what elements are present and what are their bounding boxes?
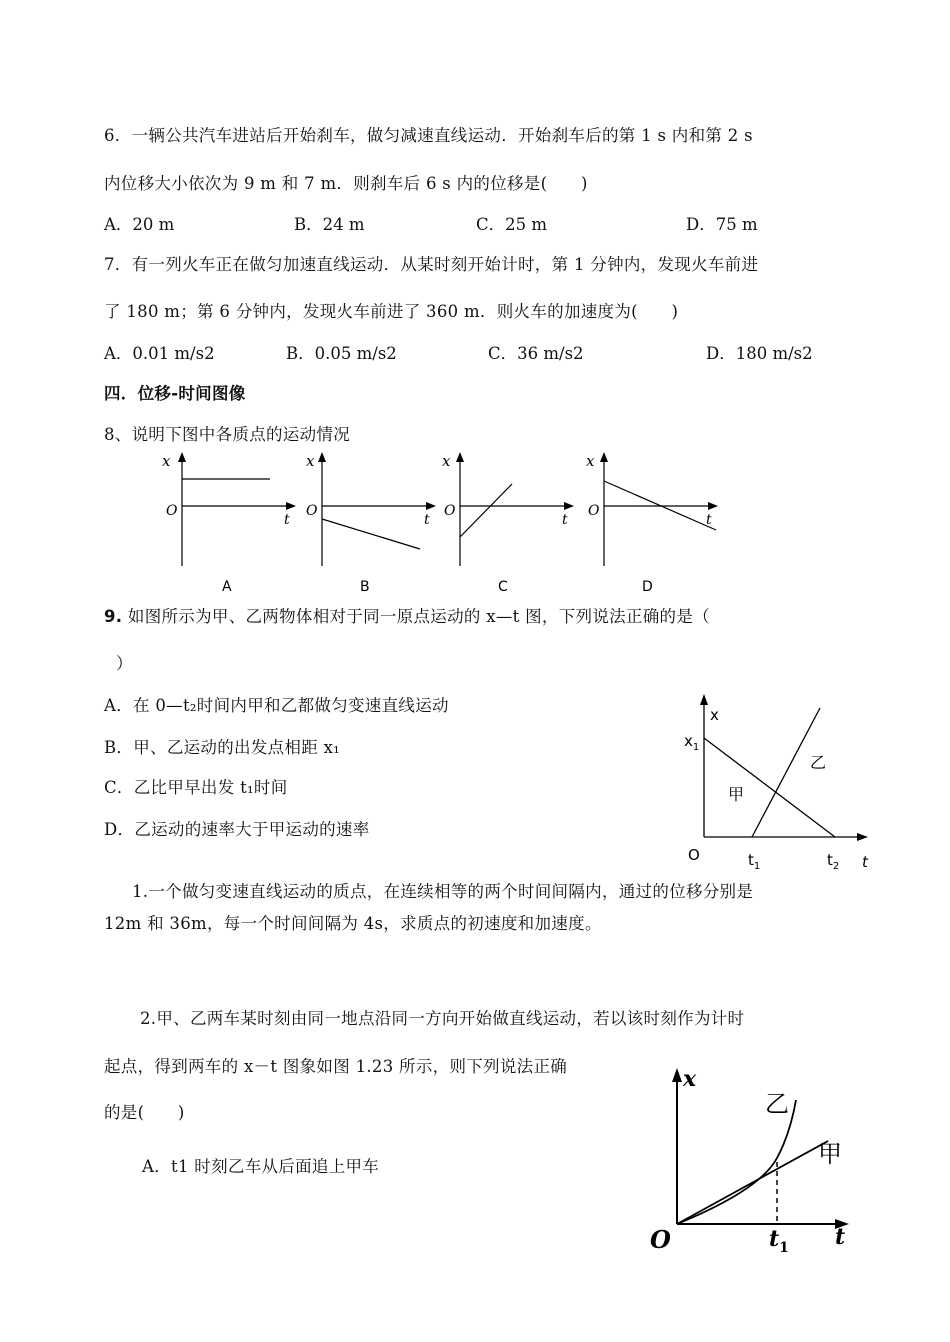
- q8-text: 8、说明下图中各质点的运动情况: [104, 425, 350, 444]
- q8-c-x-label: t: [562, 512, 568, 528]
- q8-d-origin: O: [588, 503, 600, 519]
- q7-option-c: C．36 m/s2: [488, 344, 584, 363]
- p1-line1: 1.一个做匀变速直线运动的质点，在连续相等的两个时间间隔内，通过的位移分别是: [132, 882, 754, 901]
- q8-a-caption: A: [222, 579, 232, 595]
- q9-x1-label: [684, 732, 699, 753]
- q9-t1-text: t: [748, 851, 754, 869]
- section-title: 四．位移-时间图像: [104, 384, 246, 403]
- q9-stem-close: ）: [116, 654, 133, 673]
- q8-a-x-label: t: [284, 512, 290, 528]
- q8-c-y-label: x: [442, 452, 451, 470]
- q9-x1-sub: 1: [692, 742, 700, 753]
- p2-t1-label: [769, 1226, 789, 1256]
- q9-option-d: D．乙运动的速率大于甲运动的速率: [104, 820, 370, 839]
- q8-d-x-label: t: [706, 512, 712, 528]
- q8-c-origin: O: [444, 503, 456, 519]
- q6-line2: 内位移大小依次为 9 m 和 7 m．则刹车后 6 s 内的位移是( ): [104, 174, 588, 193]
- q9-option-c: C．乙比甲早出发 t₁时间: [104, 778, 288, 797]
- q9-t2-sub: 2: [832, 861, 840, 872]
- q9-jia-label: 甲: [728, 785, 745, 804]
- p2-yi-label: 乙: [765, 1090, 789, 1118]
- q7-line1: 7．有一列火车正在做匀加速直线运动．从某时刻开始计时，第 1 分钟内，发现火车前进: [104, 255, 759, 274]
- p2-line3: 的是( ): [104, 1103, 185, 1122]
- p2-t1-text: t: [769, 1226, 780, 1252]
- q8-graph-c: [428, 448, 578, 598]
- q8-graph-d: [572, 448, 722, 598]
- q8-d-caption: D: [642, 579, 653, 595]
- q6-line1: 6．一辆公共汽车进站后开始刹车，做匀减速直线运动．开始刹车后的第 1 s 内和第 2 s: [104, 126, 753, 145]
- q9-t2-label: [827, 851, 839, 872]
- q8-b-y-label: x: [306, 452, 315, 470]
- q8-graph-b: [290, 448, 440, 598]
- p2-graph: [645, 1062, 855, 1262]
- q8-a-y-label: x: [162, 452, 171, 470]
- q9-stem-text: 如图所示为甲、乙两物体相对于同一原点运动的 x—t 图，下列说法正确的是（: [122, 607, 710, 626]
- q9-t-label: t: [862, 853, 868, 871]
- q9-y-label: x: [710, 706, 719, 724]
- p2-y-label: x: [683, 1066, 697, 1092]
- q9-t1-sub: 1: [753, 861, 761, 872]
- q9-stem: [104, 603, 710, 627]
- p2-t-label: t: [835, 1224, 846, 1250]
- q6-option-a: A．20 m: [104, 215, 175, 234]
- p2-jia-label: 甲: [818, 1140, 842, 1168]
- q7-line2: 了 180 m；第 6 分钟内，发现火车前进了 360 m．则火车的加速度为( ): [104, 302, 679, 321]
- q6-option-c: C．25 m: [476, 215, 548, 234]
- p1-line2: 12m 和 36m，每一个时间间隔为 4s，求质点的初速度和加速度。: [104, 914, 602, 933]
- p2-option-a: A．t1 时刻乙车从后面追上甲车: [142, 1157, 380, 1176]
- q9-x1-text: x: [684, 732, 693, 750]
- q8-b-x-label: t: [424, 512, 430, 528]
- p2-line2: 起点，得到两车的 x－t 图象如图 1.23 所示，则下列说法正确: [104, 1057, 568, 1076]
- q8-b-caption: B: [360, 579, 370, 595]
- q8-graph-a: [150, 448, 300, 598]
- q9-t1-label: [748, 851, 760, 872]
- p2-line1: 2.甲、乙两车某时刻由同一地点沿同一方向开始做直线运动，若以该时刻作为计时: [140, 1009, 745, 1028]
- q9-option-a: A．在 0—t₂时间内甲和乙都做匀变速直线运动: [104, 696, 449, 715]
- p2-t1-sub: 1: [779, 1240, 789, 1256]
- p2-origin: O: [650, 1225, 671, 1254]
- q9-option-b: B．甲、乙运动的出发点相距 x₁: [104, 738, 341, 757]
- q8-b-origin: O: [306, 503, 318, 519]
- q9-yi-label: 乙: [810, 753, 827, 772]
- q8-d-y-label: x: [586, 452, 595, 470]
- q6-option-b: B．24 m: [294, 215, 365, 234]
- q8-c-caption: C: [498, 579, 508, 595]
- q8-a-origin: O: [166, 503, 178, 519]
- q6-option-d: D．75 m: [686, 215, 758, 234]
- q9-number: 9.: [104, 607, 123, 626]
- q7-option-b: B．0.05 m/s2: [286, 344, 397, 363]
- q7-option-a: A．0.01 m/s2: [104, 344, 215, 363]
- q9-origin: O: [688, 846, 700, 864]
- q9-t2-text: t: [827, 851, 833, 869]
- q9-graph: [680, 690, 880, 880]
- q7-option-d: D．180 m/s2: [706, 344, 813, 363]
